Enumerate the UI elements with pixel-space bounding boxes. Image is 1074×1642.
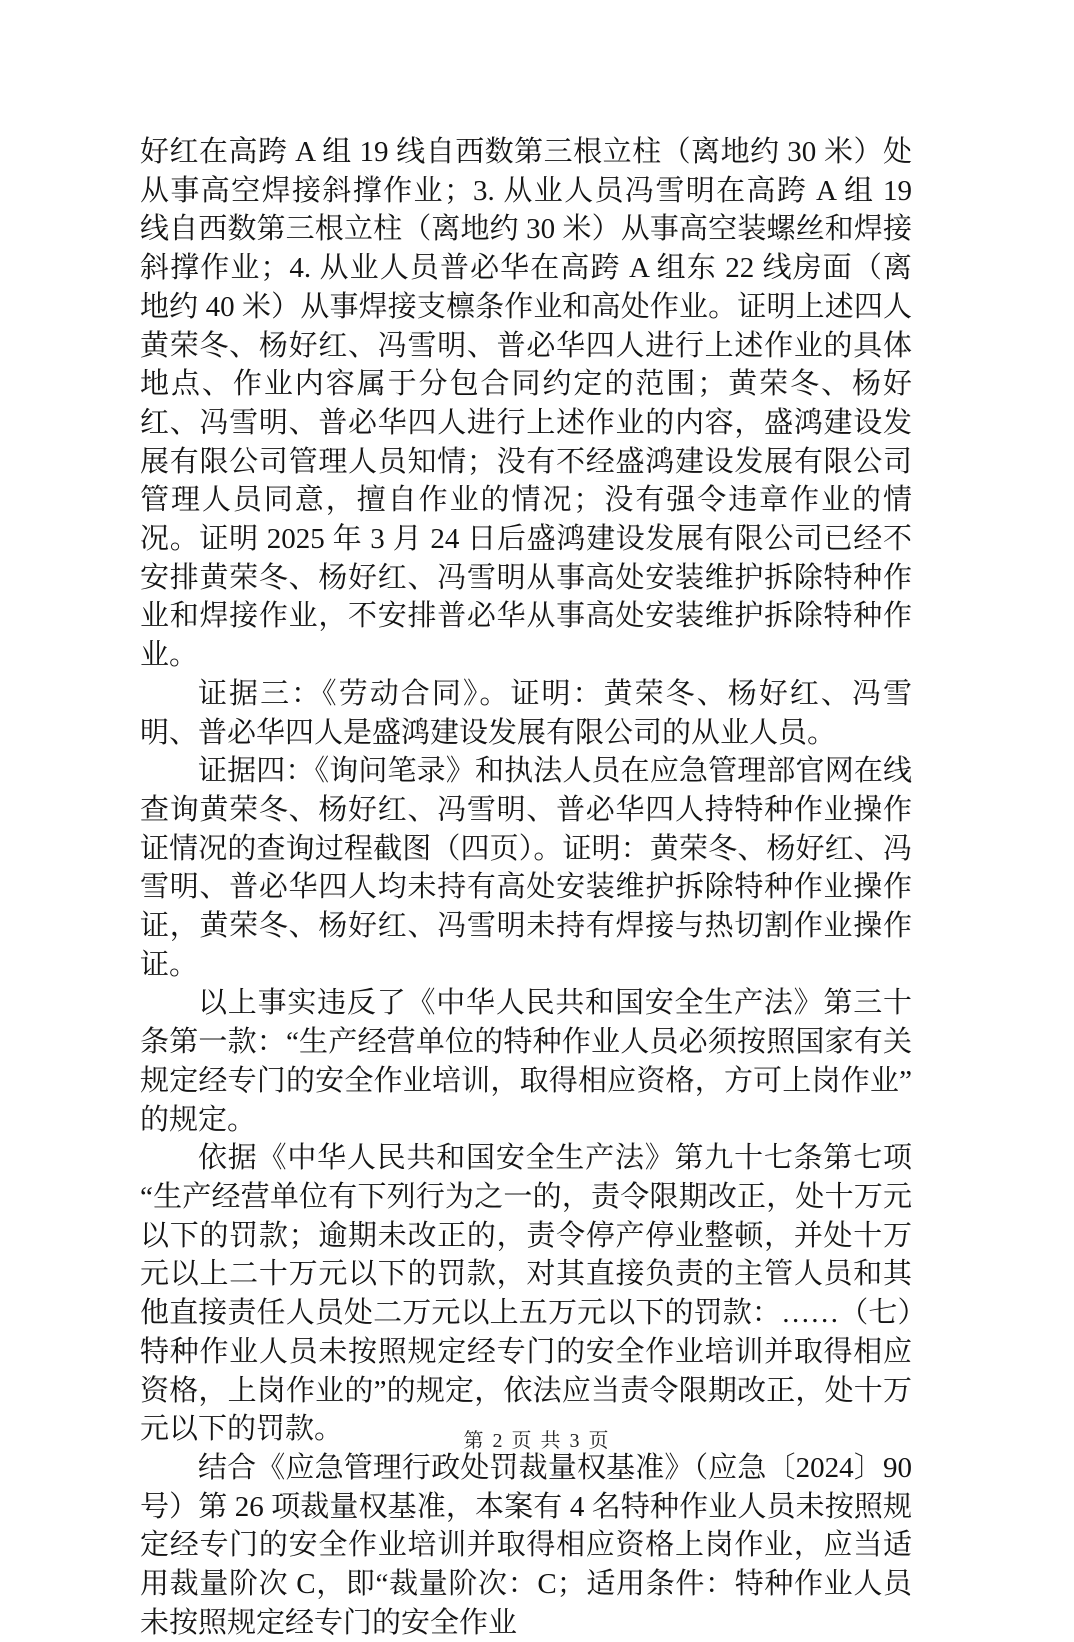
paragraph: 证据三：《劳动合同》。证明：黄荣冬、杨好红、冯雪明、普必华四人是盛鸿建设发展有限公司的从业人员。 <box>140 677 912 749</box>
paragraph: 结合《应急管理行政处罚裁量权基准》（应急〔2024〕90 号）第 26 项裁量权基准，本案有 4 名特种作业人员未按照规定经专门的安全作业培训并取得相应资格上岗作业，应当适用裁量阶次 C，即“裁量阶次：C；适用条件：特种作业人员未按照规定经专门的安全作业 <box>140 1451 912 1639</box>
paragraph: 以上事实违反了《中华人民共和国安全生产法》第三十条第一款：“生产经营单位的特种作业人员必须按照国家有关规定经专门的安全作业培训，取得相应资格，方可上岗作业”的规定。 <box>140 987 912 1136</box>
paragraph: 证据四：《询问笔录》和执法人员在应急管理部官网在线查询黄荣冬、杨好红、冯雪明、普必华四人持特种作业操作证情况的查询过程截图（四页）。证明：黄荣冬、杨好红、冯雪明、普必华四人均未持有高处安装维护拆除特种作业操作证，黄荣冬、杨好红、冯雪明未持有焊接与热切割作业操作证。 <box>140 755 912 981</box>
page-number-footer: 第 2 页 共 3 页 <box>463 1430 611 1452</box>
paragraph: 好红在高跨 A 组 19 线自西数第三根立柱（离地约 30 米）处从事高空焊接斜撑作业；3. 从业人员冯雪明在高跨 A 组 19 线自西数第三根立柱（离地约 30 米）从事高空装螺丝和焊接斜撑作业；4. 从业人员普必华在高跨 A 组东 22 线房面（离地约 40 米）从事焊接支檩条作业和高处作业。证明上述四人黄荣冬、杨好红、冯雪明、普必华四人进行上述作业的具体地点、作业内容属于分包合同约定的范围；黄荣冬、杨好红、冯雪明、普必华四人进行上述作业的内容，盛鸿建设发展有限公司管理人员知情；没有不经盛鸿建设发展有限公司管理人员同意，擅自作业的情况；没有强令违章作业的情况。证明 2025 年 3 月 24 日后盛鸿建设发展有限公司已经不安排黄荣冬、杨好红、冯雪明从事高处安装维护拆除特种作业和焊接作业，不安排普必华从事高处安装维护拆除特种作业。 <box>140 136 913 672</box>
paragraph: 依据《中华人民共和国安全生产法》第九十七条第七项“生产经营单位有下列行为之一的，责令限期改正，处十万元以下的罚款；逾期未改正的，责令停产停业整顿，并处十万元以上二十万元以下的罚款，对其直接负责的主管人员和其他直接责任人员处二万元以上五万元以下的罚款：……（七）特种作业人员未按照规定经专门的安全作业培训并取得相应资格，上岗作业的”的规定，依法应当责令限期改正，处十万元以下的罚款。 <box>140 1142 912 1446</box>
document-body-text <box>140 133 912 1642</box>
